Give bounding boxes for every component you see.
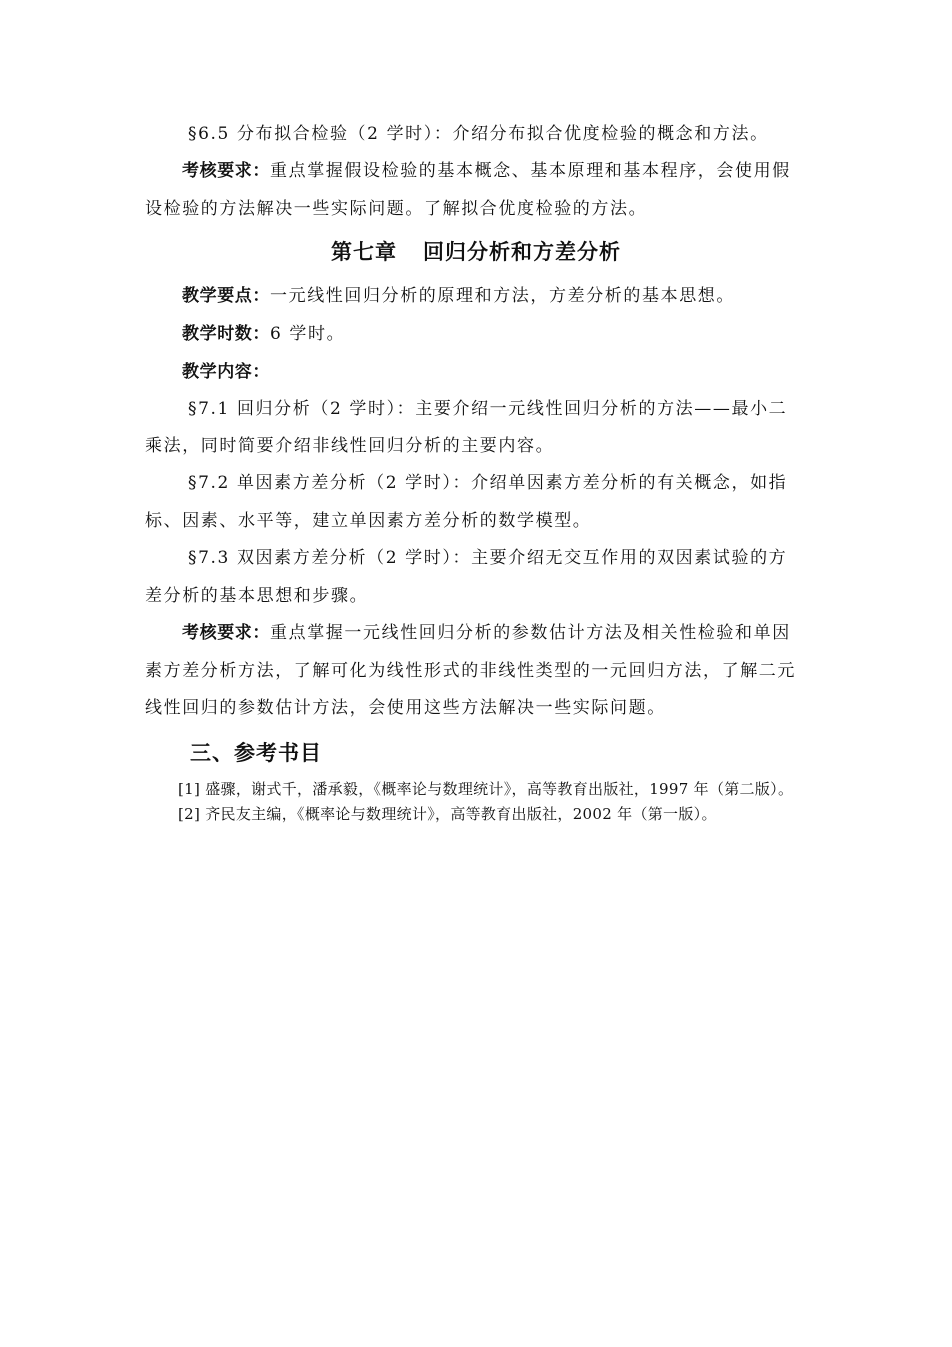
section-7-3-line-1: 双因素方差分析（2 学时）：主要介绍无交互作用的双因素试验的方 [236,548,788,568]
ch6-exam-requirement [182,160,791,182]
section-7-1 [188,398,787,420]
reference-item-1: [1] 盛骤，谢式千，潘承毅，《概率论与数理统计》，高等教育出版社，1997 年（第二版）。 [178,780,794,798]
ch6-exam-label: 考核要求： [182,161,270,181]
chapter-7-title [0,238,952,266]
ch7-hours-text: 6 学时。 [270,324,346,344]
ch7-content-label: 教学内容： [182,362,270,382]
ch7-exam-line-1: 重点掌握一元线性回归分析的参数估计方法及相关性检验和单因 [270,623,791,643]
section-6-5 [188,123,769,145]
ch7-teaching-hours [182,323,345,345]
ch7-exam-requirement [182,622,791,644]
section-6-5-label: §6.5 [188,124,230,144]
ch7-content-heading [182,361,270,383]
ch6-exam-line-2: 设检验的方法解决一些实际问题。了解拟合优度检验的方法。 [145,199,648,219]
ch6-exam-line-1: 重点掌握假设检验的基本概念、基本原理和基本程序，会使用假 [270,161,791,181]
section-7-1-label: §7.1 [188,399,230,419]
section-6-5-text: 分布拟合检验（2 学时）：介绍分布拟合优度检验的概念和方法。 [236,124,769,144]
ch7-exam-line-3: 线性回归的参数估计方法，会使用这些方法解决一些实际问题。 [145,698,666,718]
section-7-2-line-2: 标、因素、水平等，建立单因素方差分析的数学模型。 [145,511,592,531]
ch7-exam-label: 考核要求： [182,623,270,643]
ch7-exam-line-2: 素方差分析方法，了解可化为线性形式的非线性类型的一元回归方法，了解二元 [145,661,796,681]
section-7-1-line-2: 乘法，同时简要介绍非线性回归分析的主要内容。 [145,436,555,456]
section-7-2-label: §7.2 [188,473,230,493]
section-7-1-line-1: 回归分析（2 学时）：主要介绍一元线性回归分析的方法——最小二 [236,399,788,419]
section-7-3-label: §7.3 [188,548,230,568]
reference-item-2: [2] 齐民友主编，《概率论与数理统计》，高等教育出版社，2002 年（第一版）。 [178,805,717,823]
section-7-3 [188,547,787,569]
ch7-key-points [182,285,735,307]
section-7-2 [188,472,787,494]
section-7-2-line-1: 单因素方差分析（2 学时）：介绍单因素方差分析的有关概念，如指 [236,473,788,493]
references-heading: 三、参考书目 [190,740,322,765]
chapter-7-name: 回归分析和方差分析 [423,239,621,264]
section-7-3-line-2: 差分析的基本思想和步骤。 [145,586,369,606]
ch7-hours-label: 教学时数： [182,324,270,344]
ch7-key-text: 一元线性回归分析的原理和方法，方差分析的基本思想。 [270,286,735,306]
ch7-key-label: 教学要点： [182,286,270,306]
chapter-7-number: 第七章 [331,239,397,264]
